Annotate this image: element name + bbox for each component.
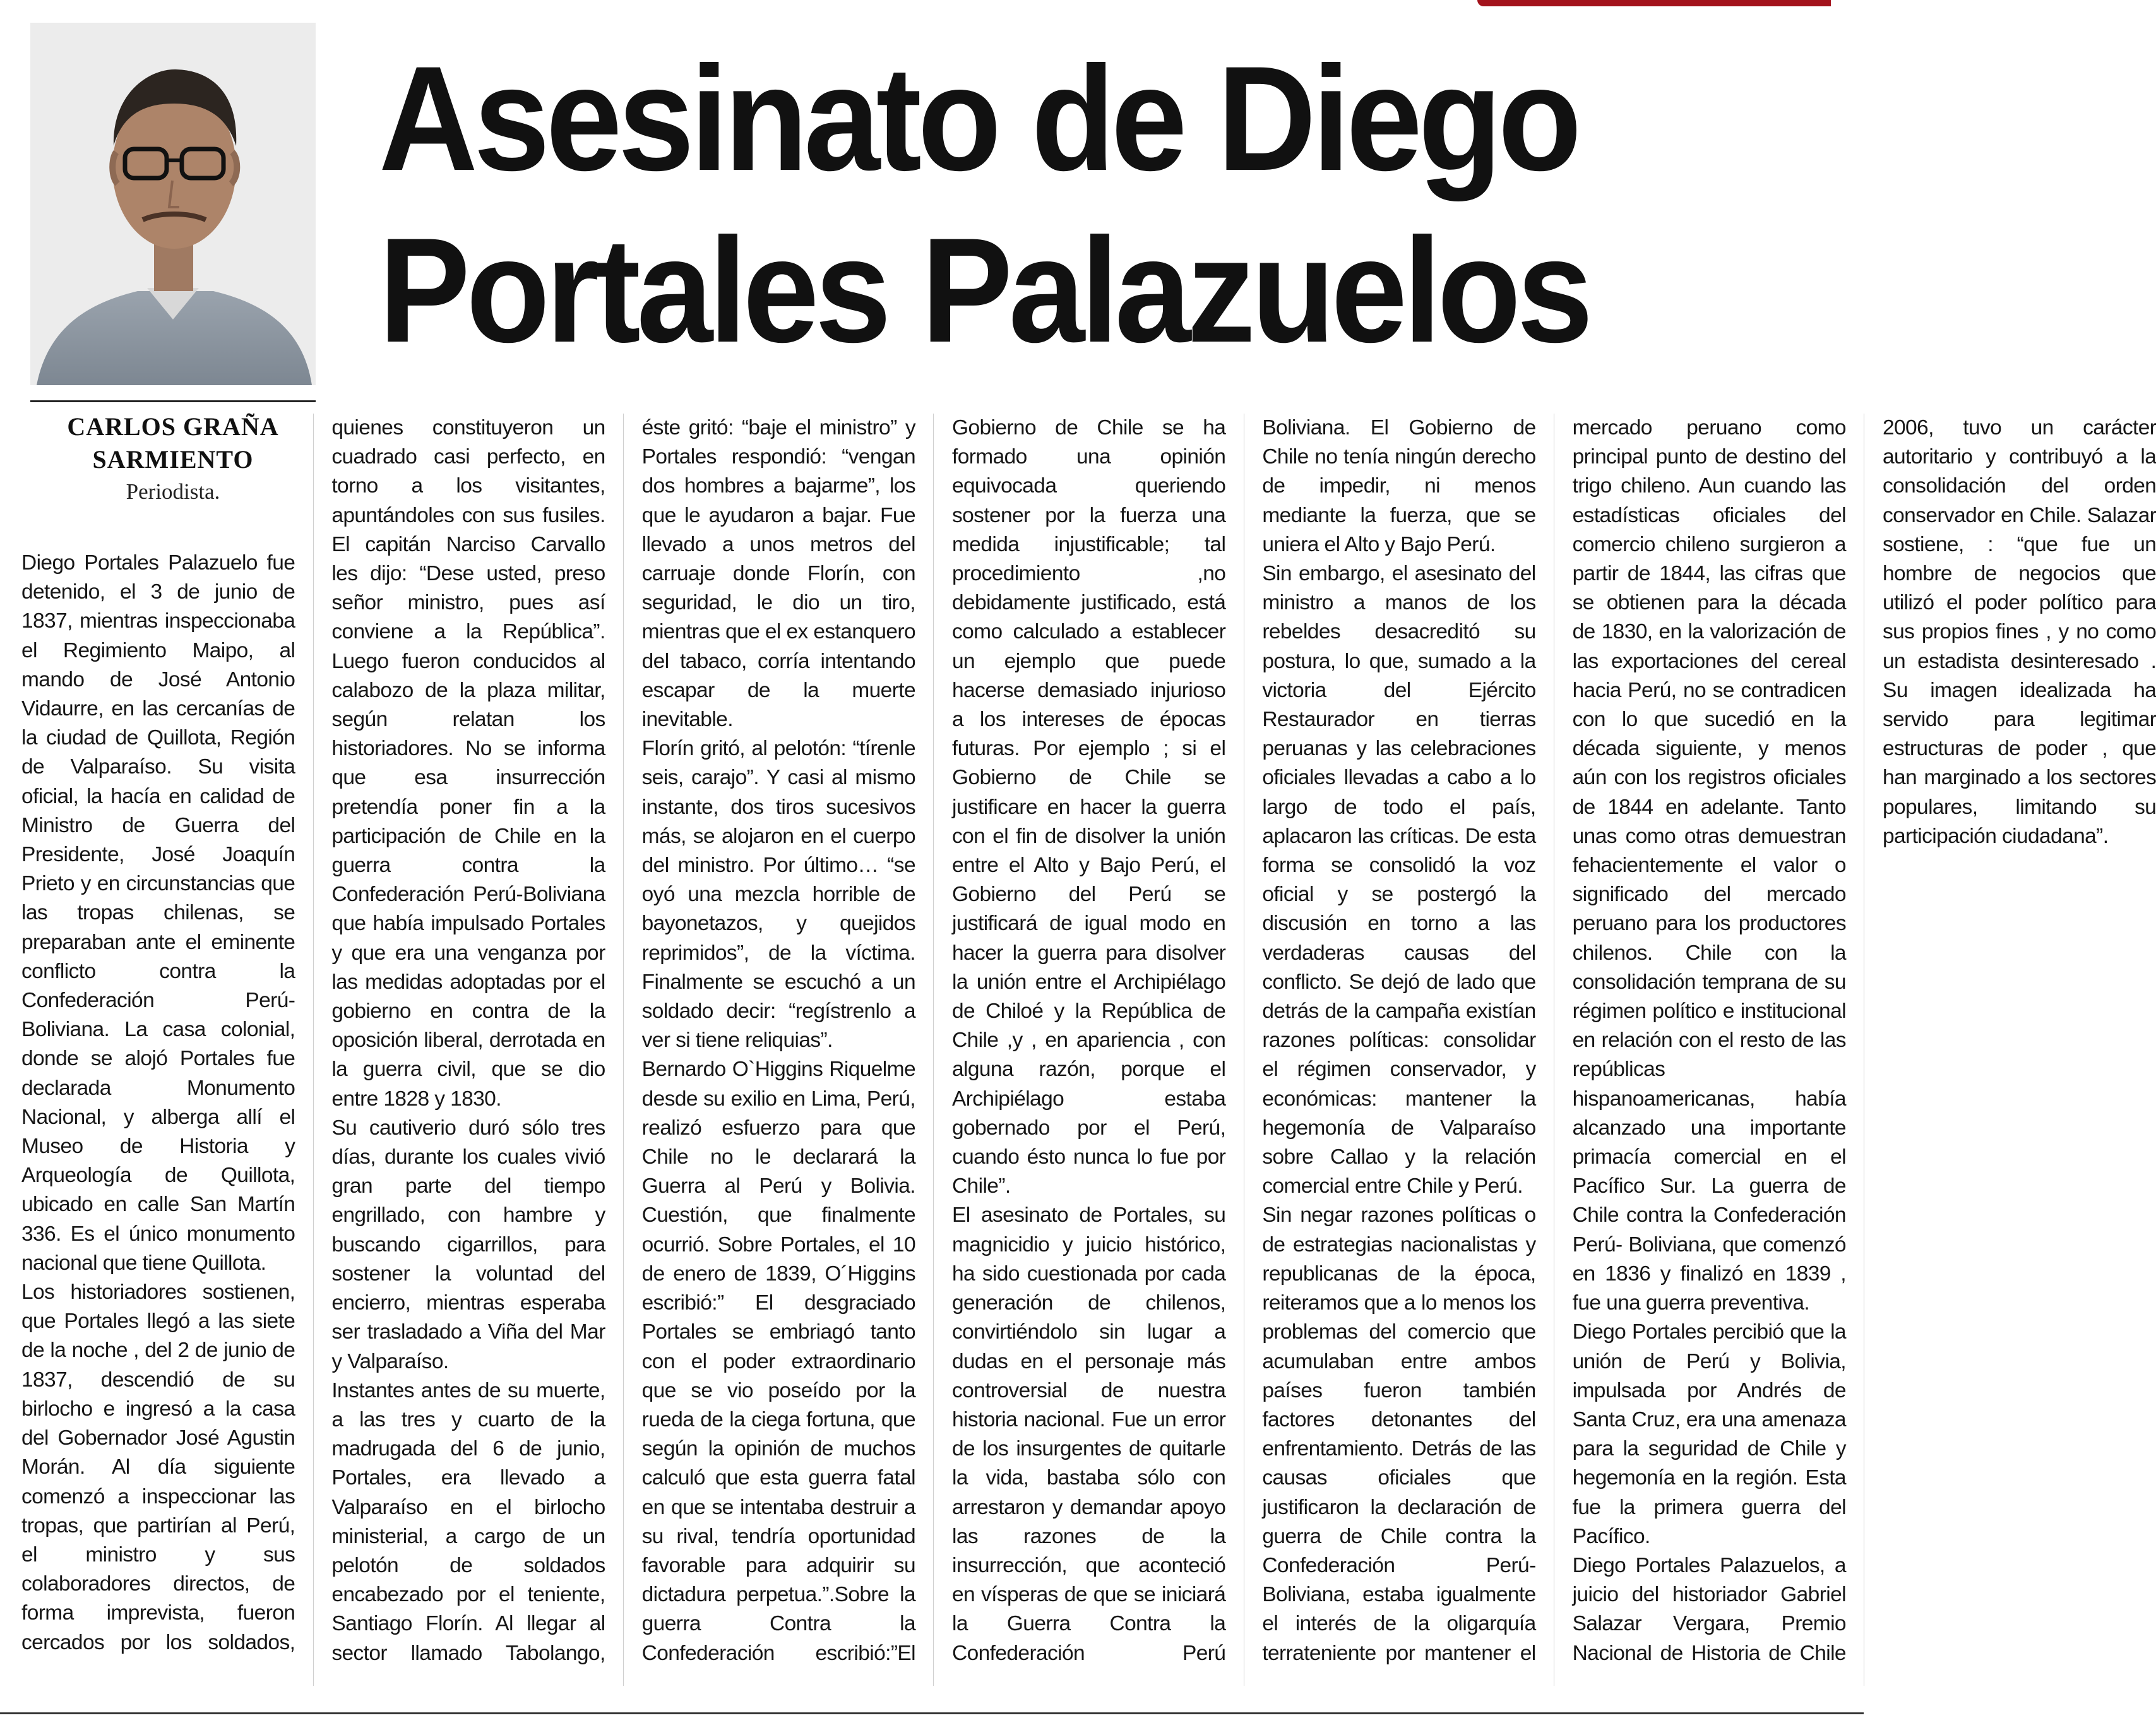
headline-line-2: Portales Palazuelos <box>379 207 1590 374</box>
author-name-line-1: CARLOS GRAÑA <box>67 412 279 441</box>
bottom-divider <box>0 1712 1864 1714</box>
article-paragraph: Instantes antes de su muerte, a las tres y cuarto de la madrugada del 6 de junio, Portales, era llevado a Valparaíso en el birlocho ministerial, a cargo de un pelotón de soldados encabezado por el teniente, Santiago Florín. Al llegar al sector llamado Tabolango, éste gritó: “baje el ministro” y Portales respondió: “vengan dos hombres a bajarme”, los que le ayudaron a bajar. Fue llevado a unos metros del carruaje donde Florín, con seguridad, le dio un tiro, mientras que el ex estanquero del tabaco, corría intentando escapar de la muerte inevitable. <box>331 416 915 1665</box>
article-body <box>21 414 2156 1686</box>
article-paragraph: Bernardo O`Higgins Riquelme desde su exilio en Lima, Perú, realizó esfuerzo para que Chile no le declarará la Guerra al Perú y Bolivia. Cuestión, que finalmente ocurrió. Sobre Portales, el 10 de enero de 1839, O´Higgins escribió:” El desgraciado Portales se embriagó tanto con el poder extraordinario que se vio poseído por la rueda de la ciega fortuna, que según la opinión de muchos calculó que esta guerra fatal en que se intentaba destruir a su rival, tendría oportunidad favorable para adquirir su dictadura perpetua.”.Sobre la guerra Contra la Confederación escribió:”El Gobierno de Chile se ha formado una opinión equivocada queriendo sostener por la fuerza una medida injustificable; tal procedimiento ,no debidamente justificado, está como calculado a establecer un ejemplo que puede hacerse demasiado injurioso a los intereses de épocas futuras. Por ejemplo ; si el Gobierno de Chile se justificare en hacer la guerra con el fin de disolver la unión entre el Alto y Bajo Perú, el Gobierno del Perú se justificará de igual modo en hacer la guerra para disolver la unión entre el Archipiélago de Chiloé y la República de Chile ,y , en apariencia , con alguna razón, porque el Archipiélago estaba gobernado por el Perú, cuando ésto nunca lo fue por Chile”. <box>641 416 1226 1665</box>
author-photo <box>30 23 316 385</box>
article-paragraph: Sin negar razones políticas o de estrategias nacionalistas y republicanas de la época, reiteramos que a lo menos los problemas del comercio que acumulaban entre ambos países fueron también factores detonantes del enfrentamiento. Detrás de las causas oficiales que justificaron la declaración de guerra de Chile contra la Confederación Perú-Boliviana, estaba igualmente el interés de la oligarquía terrateniente por mantener el mercado peruano como principal punto de destino del trigo chileno. Aun cuando las estadísticas oficiales del comercio chileno surgieron a partir de 1844, las cifras que se obtienen para la década de 1830, en la valorización de las exportaciones del cereal hacia Perú, no se contradicen con lo que sucedió en la década siguiente, y menos aún con los registros oficiales de 1844 en adelante. Tanto unas como otras demuestran fehacientemente el valor o significado del mercado peruano para los productores chilenos. Chile con la consolidación temprana de su régimen político e institucional en relación con el resto de las repúblicas hispanoamericanas, había alcanzado una importante primacía comercial en el Pacífico Sur. La guerra de Chile contra la Confederación Perú- Boliviana, que comenzó en 1836 y finalizó en 1839 , fue una guerra preventiva. <box>1262 416 1846 1665</box>
author-role: Periodista. <box>126 479 220 504</box>
article-paragraph: Diego Portales Palazuelo fue detenido, el 3 de junio de 1837, mientras inspeccionaba el Regimiento Maipo, al mando de José Antonio Vidaurre, en las cercanías de la ciudad de Quillota, Región de Valparaíso. Su visita oficial, la hacía en calidad de Ministro de Guerra del Presidente, José Joaquín Prieto y en circunstancias que las tropas chilenas, se preparaban ante el eminente conflicto contra la Confederación Perú-Boliviana. La casa colonial, donde se alojó Portales fue declarada Monumento Nacional, y alberga allí el Museo de Historia y Arqueología de Quillota, ubicado en calle San Martín 336. Es el único monumento nacional que tiene Quillota. <box>21 551 295 1275</box>
article-paragraph: Diego Portales Palazuelos, a juicio del historiador Gabriel Salazar Vergara, Premio Nacional de Historia de Chile 2006, tuvo un carácter autoritario y contribuyó a la consolidación del orden conservador en Chile. Salazar sostiene, : “que fue un hombre de negocios que utilizó el poder político para sus propios fines , y no como un estadista desinteresado . Su imagen idealizada ha servido para legitimar estructuras de poder , que han marginado a los sectores populares, limitando su participación ciudadana”. <box>1572 416 2156 1665</box>
headline <box>379 33 1715 376</box>
corner-accent-bar <box>1477 0 1831 6</box>
article-paragraph: Diego Portales percibió que la unión de Perú y Bolivia, impulsada por Andrés de Santa Cruz, era una amenaza para la seguridad de Chile y hegemonía en la región. Esta fue la primera guerra del Pacífico. <box>1572 1320 1846 1548</box>
article-paragraph: Los historiadores sostienen, que Portales llegó a las siete de la noche , del 2 de junio de 1837, descendió de su birlocho e ingresó a la casa del Gobernador José Agustin Morán. Al día siguiente comenzó a inspeccionar las tropas, que partirían al Perú, el ministro y sus colaboradores directos, de forma imprevista, fueron cercados por los soldados, quienes constituyeron un cuadrado casi perfecto, en torno a los visitantes, apuntándoles con sus fusiles. El capitán Narciso Carvallo les dijo: “Dese usted, preso señor ministro, pues así conviene a la República”. Luego fueron conducidos al calabozo de la plaza militar, según relatan los historiadores. No se informa que esa insurrección pretendía poner fin a la participación de Chile en la guerra contra la Confederación Perú-Boliviana que había impulsado Portales y que era una venganza por las medidas adoptadas por el gobierno en contra de la oposición liberal, derrotada en la guerra civil, que se dio entre 1828 y 1830. <box>21 416 605 1654</box>
article-paragraph: El asesinato de Portales, su magnicidio y juicio histórico, ha sido cuestionada por cada generación de chilenos, convirtiéndolo sin lugar a dudas en el personaje más controversial de nuestra historia nacional. Fue un error de los insurgentes de quitarle la vida, bastaba sólo con arrestaron y demandar apoyo las razones de la insurrección, que aconteció en vísperas de que se iniciará la Guerra Contra la Confederación Perú Boliviana. El Gobierno de Chile no tenía ningún derecho de impedir, ni menos mediante la fuerza, que se uniera el Alto y Bajo Perú. <box>951 416 1536 1665</box>
author-name-line-2: SARMIENTO <box>92 445 254 474</box>
article-paragraph: Su cautiverio duró sólo tres días, durante los cuales vivió gran parte del tiempo engrillado, con hambre y buscando cigarrillos, para sostener la voluntad del encierro, mientras esperaba ser trasladado a Viña del Mar y Valparaíso. <box>331 1116 605 1373</box>
headline-line-1: Asesinato de Diego <box>379 35 1578 202</box>
article-paragraph: Florín gritó, al pelotón: “tírenle seis, carajo”. Y casi al mismo instante, dos tiros sucesivos más, se alojaron en el cuerpo del ministro. Por último… “se oyó una mezcla horrible de bayonetazos, y quejidos reprimidos”, de la víctima. Finalmente se escuchó a un soldado decir: “regístrenlo a ver si tiene reliquias”. <box>641 737 915 1053</box>
byline-spacer <box>21 414 295 549</box>
article-paragraph: Sin embargo, el asesinato del ministro a manos de los rebeldes desacreditó su postura, lo que, sumado a la victoria del Ejército Restaurador en tierras peruanas y las celebraciones oficiales llevadas a cabo a lo largo de todo el país, aplacaron las críticas. De esta forma se consolidó la voz oficial y se postergó la discusión en torno a las verdaderas causas del conflicto. Se dejó de lado que detrás de la campaña existían razones políticas: consolidar el régimen conservador, y económicas: mantener la hegemonía de Valparaíso sobre Callao y la relación comercial entre Chile y Perú. <box>1262 562 1536 1198</box>
author-divider <box>30 400 316 402</box>
